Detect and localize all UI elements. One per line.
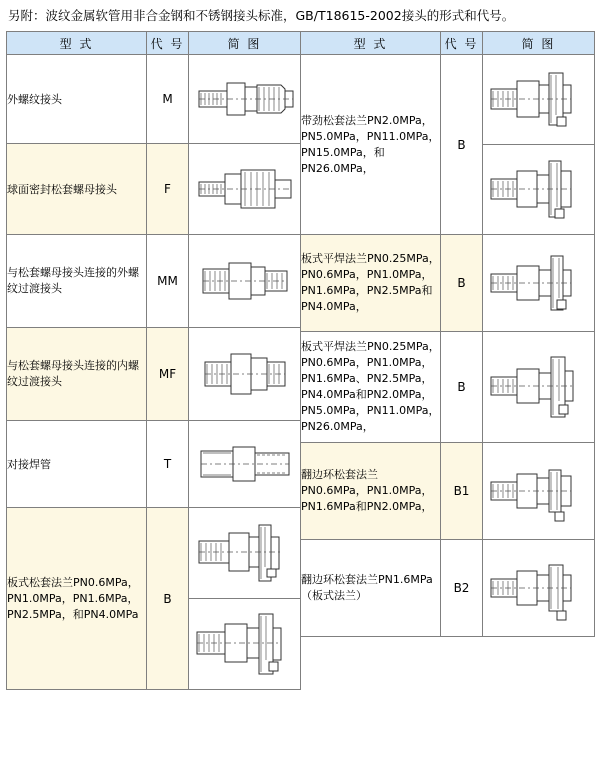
row-figure [189, 508, 301, 599]
ribbed-lap-joint-flange-icon-2 [487, 149, 591, 231]
table-row [7, 421, 301, 508]
table-row [301, 443, 595, 540]
stub-end-lap-flange-icon [487, 448, 591, 534]
row-figure [483, 235, 595, 332]
row-label: 与松套螺母接头连接的内螺纹过渡接头 [7, 328, 147, 421]
row-code: M [147, 55, 189, 144]
butt-weld-pipe-icon [193, 431, 297, 497]
right-table [300, 31, 595, 637]
fittings-table [6, 31, 594, 690]
table-row [7, 235, 301, 328]
col-figure: 简 图 [189, 32, 301, 55]
right-half [300, 31, 594, 690]
row-figure [189, 144, 301, 235]
row-figure [189, 55, 301, 144]
table-row [7, 508, 301, 599]
left-table [6, 31, 301, 690]
row-figure [189, 328, 301, 421]
row-label: 板式松套法兰PN0.6MPa，PN1.0MPa，PN1.6MPa，PN2.5MPa，和PN4.0MPa [7, 508, 147, 690]
row-code: T [147, 421, 189, 508]
row-code: B1 [441, 443, 483, 540]
col-figure: 简 图 [483, 32, 595, 55]
row-label: 板式平焊法兰PN0.25MPa，PN0.6MPa，PN1.0MPa，PN1.6MPa、PN2.5MPa，PN4.0MPa和PN2.0MPa，PN5.0MPa，PN11.0MPa，PN26.0MPa， [301, 332, 441, 443]
row-label: 球面密封松套螺母接头 [7, 144, 147, 235]
table-row [7, 144, 301, 235]
table-row [7, 55, 301, 144]
col-type: 型 式 [7, 32, 147, 55]
table-row [301, 332, 595, 443]
row-label: 外螺纹接头 [7, 55, 147, 144]
table-row [301, 235, 595, 332]
row-label: 与松套螺母接头连接的外螺纹过渡接头 [7, 235, 147, 328]
stub-end-lap-flange-plate-icon [487, 545, 591, 631]
row-label: 带劲松套法兰PN2.0MPa，PN5.0MPa，PN11.0MPa，PN15.0MPa，和PN26.0MPa， [301, 55, 441, 235]
table-row [301, 55, 595, 145]
row-figure [483, 145, 595, 235]
plate-slip-on-flange-icon-2 [487, 337, 591, 437]
row-label: 对接焊管 [7, 421, 147, 508]
row-code: B [441, 332, 483, 443]
col-code: 代 号 [147, 32, 189, 55]
plate-lap-joint-flange-icon-2 [193, 602, 297, 686]
left-header-row [7, 32, 301, 55]
col-type: 型 式 [301, 32, 441, 55]
row-figure [189, 235, 301, 328]
spherical-seal-union-nut-icon [193, 154, 297, 224]
page-title: 另附：波纹金属软管用非合金钢和不锈钢接头标准，GB/T18615-2002接头的形式和代号。 [8, 8, 515, 23]
row-code: MF [147, 328, 189, 421]
row-code: B [441, 55, 483, 235]
row-code: B2 [441, 540, 483, 637]
row-code: MM [147, 235, 189, 328]
row-figure [483, 332, 595, 443]
row-label: 翻边环松套法兰PN1.6MPa（板式法兰） [301, 540, 441, 637]
row-figure [483, 55, 595, 145]
col-code: 代 号 [441, 32, 483, 55]
female-thread-transition-icon [193, 338, 297, 410]
row-figure [189, 599, 301, 690]
row-figure [189, 421, 301, 508]
male-thread-transition-icon [193, 245, 297, 317]
left-half [6, 31, 300, 690]
ribbed-lap-joint-flange-icon [487, 59, 591, 141]
row-label: 板式平焊法兰PN0.25MPa，PN0.6MPa，PN1.0MPa，PN1.6MPa，PN2.5MPa和PN4.0MPa， [301, 235, 441, 332]
table-row [301, 540, 595, 637]
row-figure [483, 443, 595, 540]
row-label: 翻边环松套法兰PN0.6MPa，PN1.0MPa，PN1.6MPa和PN2.0MPa， [301, 443, 441, 540]
plate-slip-on-flange-icon [487, 240, 591, 326]
row-code: B [441, 235, 483, 332]
row-figure [483, 540, 595, 637]
row-code: F [147, 144, 189, 235]
threaded-male-connector-icon [193, 65, 297, 133]
table-row [7, 328, 301, 421]
right-header-row [301, 32, 595, 55]
row-code: B [147, 508, 189, 690]
plate-lap-joint-flange-icon [193, 511, 297, 595]
